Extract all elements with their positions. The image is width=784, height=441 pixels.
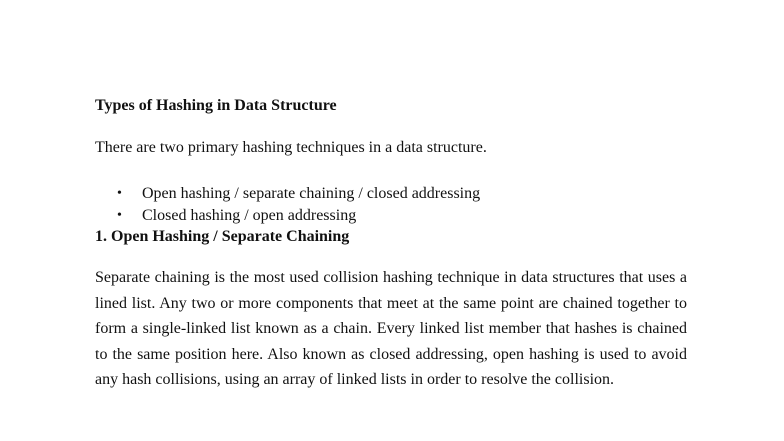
page-title: Types of Hashing in Data Structure <box>95 97 337 114</box>
body-paragraph: Separate chaining is the most used collision hashing technique in data structures that uses a lined list. Any two or more components that meet at the same point are chained together to form a single-linked list known as a chain. Every linked list member that hashes is chained to the same position here. Also known as closed addressing, open hashing is used to avoid any hash collisions, using an array of linked lists in order to resolve the collision. <box>95 269 687 389</box>
list-item-text: Open hashing / separate chaining / closed addressing <box>142 185 481 202</box>
bullet-list <box>95 183 480 227</box>
section-heading: 1. Open Hashing / Separate Chaining <box>95 228 350 245</box>
list-item-text: Closed hashing / open addressing <box>142 207 357 224</box>
list-item <box>95 205 480 227</box>
bullet-icon: • <box>117 208 122 223</box>
intro-text: There are two primary hashing techniques in a data structure. <box>95 139 487 156</box>
list-item <box>95 183 480 205</box>
bullet-icon: • <box>117 186 122 201</box>
